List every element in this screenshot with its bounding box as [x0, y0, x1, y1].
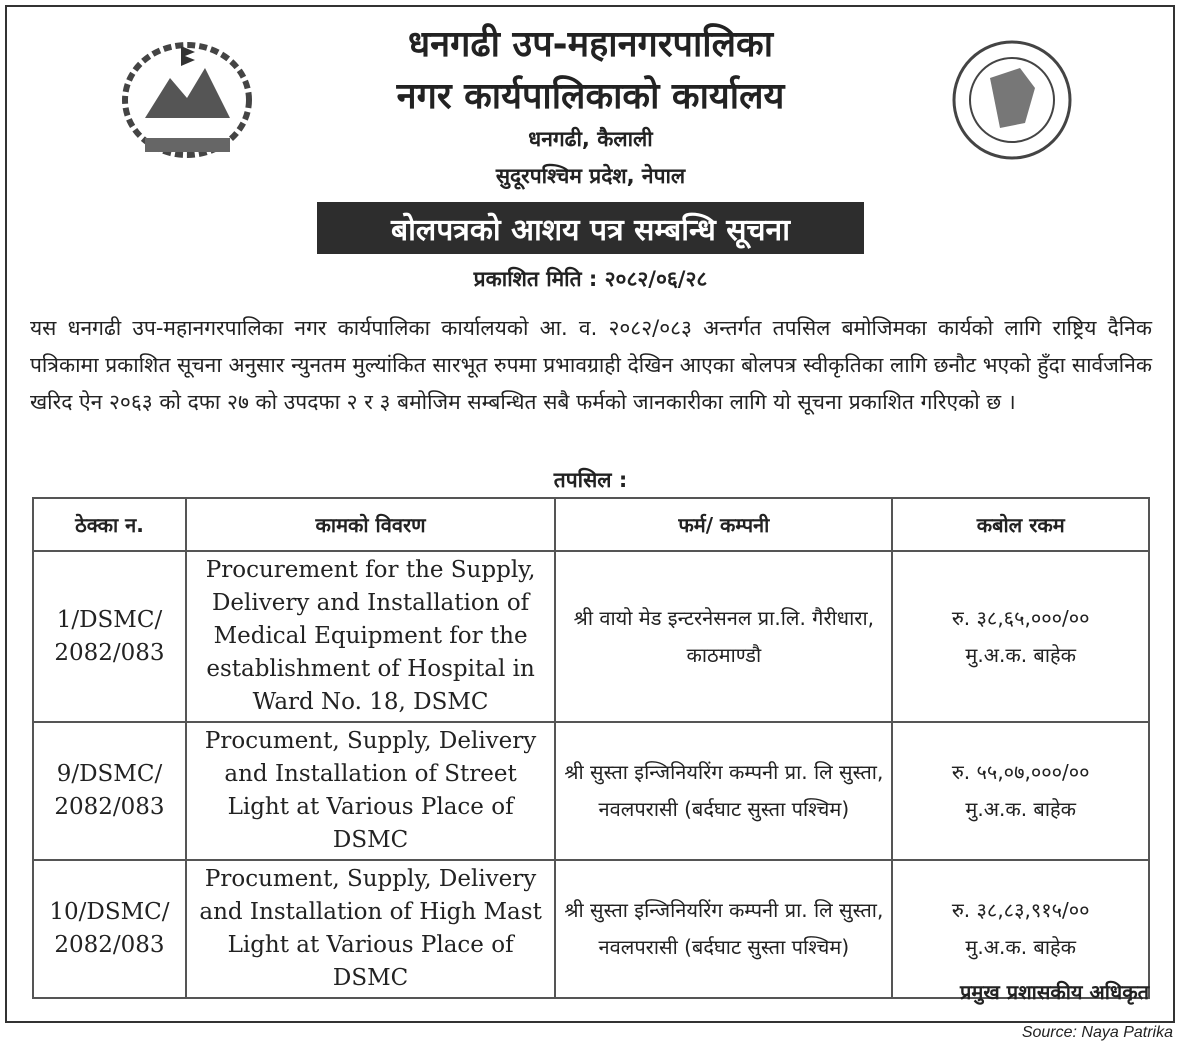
published-date: प्रकाशित मिति : २०८२/०६/२८: [473, 267, 708, 291]
signatory: प्रमुख प्रशासकीय अधिकृत: [960, 980, 1149, 1004]
work-description: Procument, Supply, Delivery and Installation of High Mast Light at Various Place of DSMC: [186, 860, 555, 998]
table-header-row: [33, 498, 1149, 551]
table-caption: तपसिल :: [553, 468, 628, 492]
vat-note: मु.अ.क. बाहेक: [965, 935, 1077, 959]
header-description: कामको विवरण: [186, 498, 555, 551]
header-firm: फर्म/ कम्पनी: [555, 498, 892, 551]
firm-name: श्री सुस्ता इन्जिनियरिंग कम्पनी प्रा. लि सुस्ता, नवलपरासी (बर्दघाट सुस्ता पश्चिम): [555, 722, 892, 860]
vat-note: मु.अ.क. बाहेक: [965, 797, 1077, 821]
source-credit: Source: Naya Patrika: [1021, 1024, 1173, 1041]
header-contract-no: ठेक्का न.: [33, 498, 186, 551]
vat-note: मु.अ.क. बाहेक: [965, 642, 1077, 667]
office-name-line2: नगर कार्यपालिकाको कार्यालय: [396, 76, 785, 117]
bid-amount-cell: [892, 551, 1149, 722]
notice-paragraph: यस धनगढी उप-महानगरपालिका नगर कार्यपालिका कार्यालयको आ. व. २०८२/०८३ अन्तर्गत तपसिल बमोजिमका कार्यको लागि राष्ट्रिय दैनिक पत्रिकामा प्रकाशित सूचना अनुसार न्युनतम मुल्यांकित सारभूत रुपमा प्रभावग्राही देखिन आएका बोलपत्र स्वीकृतिका लागि छनौट भएको हुँदा सार्वजनिक खरिद ऐन २०६३ को दफा २७ को उपदफा २ र ३ बमोजिम सम्बन्धित सबै फर्मको जानकारीका लागि यो सूचना प्रकाशित गरिएको छ ।: [30, 316, 1152, 414]
contract-no: 1/DSMC/ 2082/083: [33, 551, 186, 722]
office-name-line1: धनगढी उप-महानगरपालिका: [407, 24, 774, 65]
bid-amount-cell: [892, 722, 1149, 860]
work-description: Procument, Supply, Delivery and Installation of Street Light at Various Place of DSMC: [186, 722, 555, 860]
work-description: Procurement for the Supply, Delivery and Installation of Medical Equipment for the establishment of Hospital in Ward No. 18, DSMC: [186, 551, 555, 722]
office-location: धनगढी, कैलाली: [528, 127, 653, 151]
contract-no: 10/DSMC/ 2082/083: [33, 860, 186, 998]
bid-amount: रु. ३८,६५,०००/००: [951, 605, 1090, 630]
bid-amount: रु. ३८,८३,९१५/००: [951, 898, 1090, 922]
award-table: [32, 497, 1150, 999]
table-row: [33, 551, 1149, 722]
firm-name: श्री वायो मेड इन्टरनेसनल प्रा.लि. गैरीधारा, काठमाण्डौ: [555, 551, 892, 722]
notice-title: बोलपत्रको आशय पत्र सम्बन्धि सूचना: [317, 202, 864, 254]
bid-amount: रु. ५५,०७,०००/००: [951, 760, 1090, 784]
office-province: सुदूरपश्चिम प्रदेश, नेपाल: [495, 164, 686, 188]
table-row: [33, 722, 1149, 860]
header-amount: कबोल रकम: [892, 498, 1149, 551]
contract-no: 9/DSMC/ 2082/083: [33, 722, 186, 860]
firm-name: श्री सुस्ता इन्जिनियरिंग कम्पनी प्रा. लि सुस्ता, नवलपरासी (बर्दघाट सुस्ता पश्चिम): [555, 860, 892, 998]
